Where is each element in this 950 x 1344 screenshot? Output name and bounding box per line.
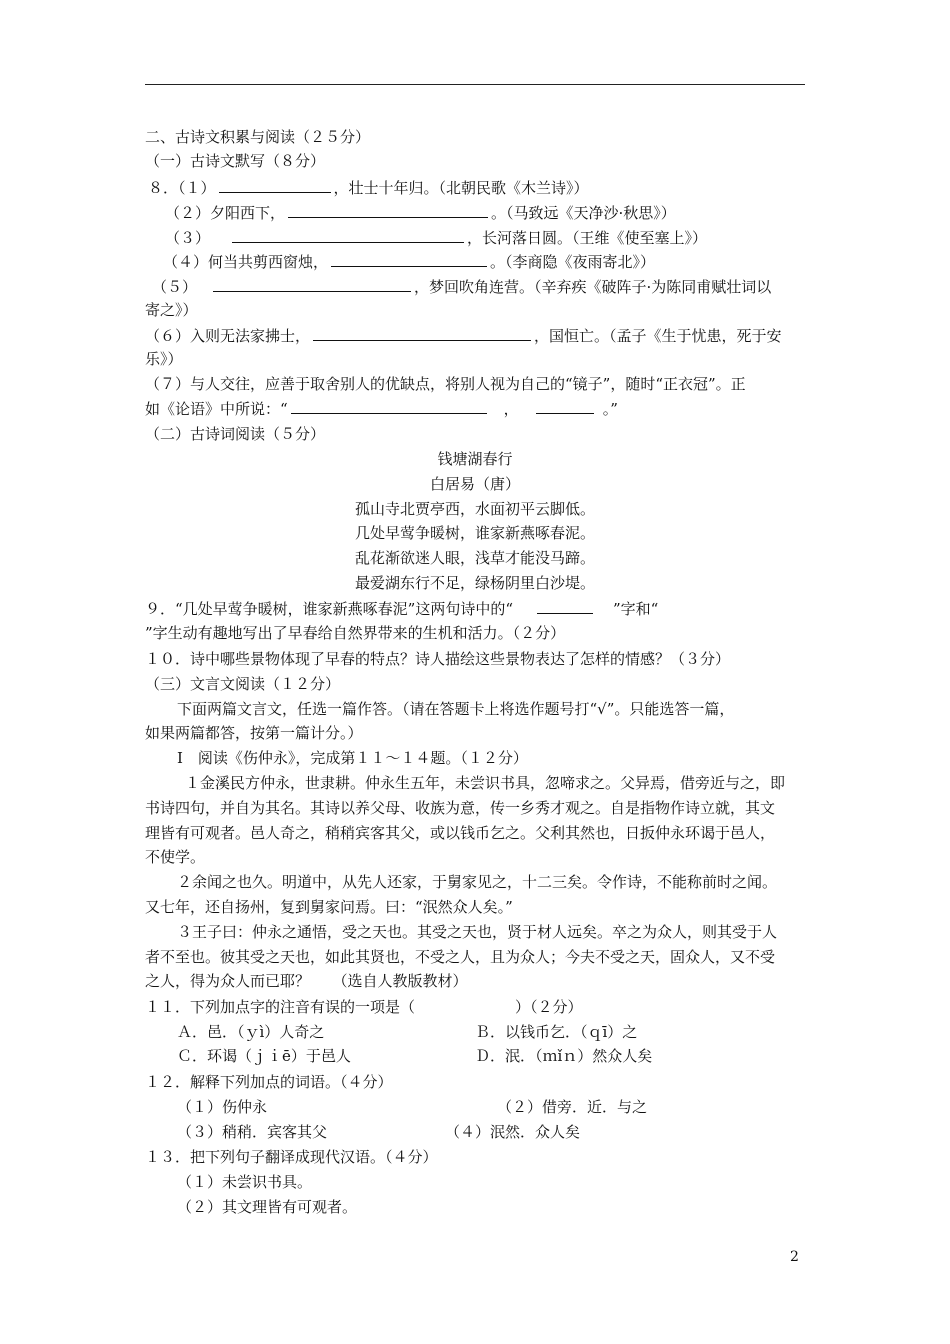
q13-stem: １３．把下列句子翻译成现代汉语。（４分） — [145, 1148, 438, 1166]
q8-item5-suffix: ，梦回吹角连营。（辛弃疾《破阵子·为陈同甫赋壮词以 — [414, 278, 772, 296]
poem-line: 孤山寺北贾亭西，水面初平云脚低。 — [354, 500, 595, 518]
answer-blank[interactable] — [291, 397, 487, 414]
poem-line: 乱花渐欲迷人眼，浅草才能没马蹄。 — [354, 549, 595, 567]
answer-blank[interactable] — [288, 201, 488, 218]
q9 — [145, 597, 658, 620]
q12-item4: （４）泯然．众人矣 — [445, 1123, 581, 1141]
answer-blank[interactable] — [331, 250, 487, 267]
q11-stem — [145, 996, 583, 1018]
q11-option-b: Ｂ．以钱币乞．（ｑī）之 — [475, 1023, 638, 1041]
q8-item7-line1: （７）与人交往，应善于取舍别人的优缺点，将别人视为自己的“镜子”，随时“正衣冠”。正 — [145, 375, 746, 393]
q8-item3-suffix: ，长河落日圆。（王维《使至塞上》） — [467, 229, 708, 247]
q8-item2 — [165, 201, 676, 224]
q12-stem: １２．解释下列加点的词语。（４分） — [145, 1073, 393, 1091]
q8-item6-prefix: （６）入则无法家拂士， — [145, 327, 311, 345]
passage-line: 书诗四句，并自为其名。其诗以养父母、收族为意，传一乡秀才观之。自是指物作诗立就，其文 — [145, 799, 776, 817]
passage-line: 又七年，还自扬州，复到舅家问焉。曰：“泯然众人矣。” — [145, 898, 513, 916]
q8-item7-suffix: 。” — [602, 400, 618, 418]
q11-option-a: Ａ．邑．（ｙì）人奇之 — [177, 1023, 325, 1041]
q8-item2-suffix: 。（马致远《天净沙·秋思》） — [491, 204, 676, 222]
section-title: 二、古诗文积累与阅读（２５分） — [145, 128, 371, 146]
poem-title: 钱塘湖春行 — [437, 450, 513, 468]
q8-item3-prefix: （３） — [165, 229, 211, 247]
q8-item3 — [165, 226, 707, 249]
q10: １０．诗中哪些景物体现了早春的特点？诗人描绘这些景物表达了怎样的情感？（３分） — [145, 650, 731, 668]
q11-option-d: Ｄ．泯．（ｍǐｎ）然众人矣 — [475, 1047, 653, 1065]
answer-blank[interactable] — [219, 176, 331, 193]
poem-line: 最爱湖东行不足，绿杨阴里白沙堤。 — [354, 574, 595, 592]
q8-item5-continuation: 寄之》） — [145, 301, 198, 319]
q8-item1-prefix: ８．（１） — [148, 179, 216, 197]
part1-heading: （一）古诗文默写（８分） — [145, 152, 326, 170]
poem-author: 白居易（唐） — [429, 475, 520, 493]
q12-item3: （３）稍稍．宾客其父 — [177, 1123, 328, 1141]
q11-option-c: Ｃ．环谒（ｊｉē）于邑人 — [177, 1047, 351, 1065]
q9-continuation: ”字生动有趣地写出了早春给自然界带来的生机和活力。（２分） — [145, 624, 566, 642]
answer-blank[interactable] — [213, 275, 411, 292]
q8-item2-prefix: （２）夕阳西下， — [165, 204, 286, 222]
answer-blank[interactable] — [537, 597, 593, 614]
passage-line: 之人，得为众人而已耶？ （选自人教版教材） — [145, 972, 468, 990]
q8-item4-prefix: （４）何当共剪西窗烛， — [163, 253, 329, 271]
passage-line: 理皆有可观者。邑人奇之，稍稍宾客其父，或以钱币乞之。父利其然也，日扳仲永环谒于邑人， — [145, 824, 776, 842]
part2-heading: （二）古诗词阅读（５分） — [145, 425, 326, 443]
q8-item6 — [145, 324, 782, 347]
passage-line: ３王子曰：仲永之通悟，受之天也。其受之天也，贤于材人远矣。卒之为众人，则其受于人 — [177, 923, 778, 941]
header-rule — [145, 84, 805, 85]
q8-item4-suffix: 。（李商隐《夜雨寄北》） — [490, 253, 656, 271]
q11-stem-end: ）（２分） — [515, 998, 583, 1016]
reading-i-heading: Ⅰ 阅读《伤仲永》，完成第１１～１４题。（１２分） — [177, 749, 528, 767]
q8-item7-separator: ， — [503, 400, 519, 418]
poem-line: 几处早莺争暖树，谁家新燕啄春泥。 — [354, 524, 595, 542]
q8-item5-prefix: （５） — [152, 278, 198, 296]
q9-prefix: ９．“几处早莺争暖树，谁家新燕啄春泥”这两句诗中的“ — [145, 600, 514, 618]
part3-intro: 下面两篇文言文，任选一篇作答。（请在答题卡上将选作题号打“√”。只能选答一篇， — [177, 700, 735, 718]
q8-item1 — [148, 176, 589, 199]
part3-intro: 如果两篇都答，按第一篇计分。） — [145, 724, 363, 742]
q8-item4 — [163, 250, 655, 273]
q8-item5 — [152, 275, 771, 298]
passage-line: 者不至也。彼其受之天也，如此其贤也，不受之人，且为众人；今夫不受之天，固众人，又不受 — [145, 948, 776, 966]
q8-item6-continuation: 乐》） — [145, 350, 183, 368]
q8-item6-suffix: ，国恒亡。（孟子《生于忧患，死于安 — [534, 327, 782, 345]
q13-item1: （１）未尝识书具。 — [177, 1173, 313, 1191]
q8-item1-suffix: ，壮士十年归。（北朝民歌《木兰诗》） — [333, 179, 589, 197]
answer-blank[interactable] — [232, 226, 464, 243]
q9-suffix: ”字和“ — [613, 600, 659, 618]
answer-blank[interactable] — [536, 397, 594, 414]
passage-line: １金溪民方仲永，世隶耕。仲永生五年，未尝识书具，忽啼求之。父异焉，借旁近与之，即 — [185, 774, 786, 792]
q12-item2: （２）借旁．近．与之 — [497, 1098, 648, 1116]
q13-item2: （２）其文理皆有可观者。 — [177, 1198, 358, 1216]
q8-item7-prefix: 如《论语》中所说：“ — [145, 400, 288, 418]
passage-line: ２余闻之也久。明道中，从先人还家，于舅家见之，十二三矣。令作诗，不能称前时之闻。 — [177, 873, 778, 891]
passage-line: 不使学。 — [145, 848, 206, 866]
part3-heading: （三）文言文阅读（１２分） — [145, 675, 341, 693]
q8-item7-line2 — [145, 397, 618, 420]
q11-stem-text: １１．下列加点字的注音有误的一项是（ — [145, 998, 416, 1016]
page-number: 2 — [790, 1249, 799, 1265]
q12-item1: （１）伤仲永 — [177, 1098, 268, 1116]
answer-blank[interactable] — [313, 324, 531, 341]
